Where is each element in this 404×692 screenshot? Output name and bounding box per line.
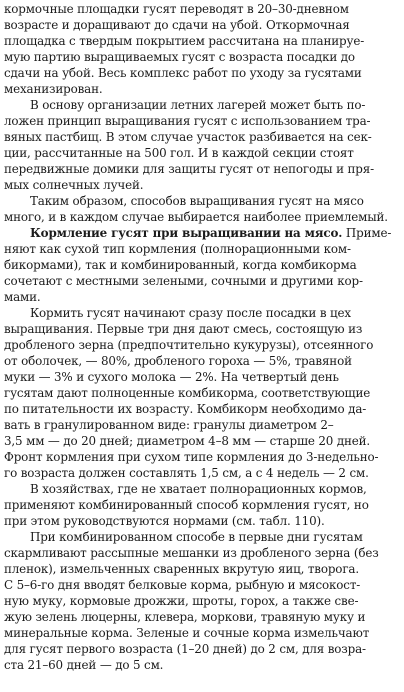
text-line: передвижные домики для защиты гусят от непогоды и пря- [4,162,374,176]
text-line: скармливают рассыпные мешанки из дробленого зерна (без [4,546,379,560]
text-line: го возраста должен составлять 1,5 см, а с 4 недель — 2 см. [4,466,369,480]
text-line: Кормить гусят начинают сразу после посадки в цех [30,306,351,320]
section-heading-line [30,226,400,241]
text-line: ную муку, кормовые дрожжи, шроты, горох, а также све- [4,594,359,608]
text-line: С 5–6-го дня вводят белковые корма, рыбную и мясокост- [4,578,361,592]
text-line: вать в гранулированном виде: гранулы диаметром 2– [4,418,334,432]
text-line: В хозяйствах, где не хватает полнорационных кормов, [30,482,367,496]
text-line: выращивания. Первые три дня дают смесь, состоящую из [4,322,363,336]
section-heading: Кормление гусят при выращивании на мясо. [30,226,343,240]
text-line: 3,5 мм — до 20 дней; диаметром 4–8 мм — старше 20 дней. [4,434,371,448]
text-line: сдачи на убой. Весь комплекс работ по уходу за гусятами [4,66,362,80]
text-line: Таким образом, способов выращивания гусят на мясо [30,194,364,208]
text-line: кормочные площадки гусят переводят в 20–30-дневном [4,2,349,16]
text-line: сочетают с местными зелеными, сочными и другими кор- [4,274,363,288]
text-line: Фронт кормления при сухом типе кормления до 3-недельно- [4,450,379,464]
text-line: В основу организации летних лагерей может быть по- [30,98,366,112]
text-line: по питательности их возрасту. Комбикорм необходимо да- [4,402,367,416]
text-line: ции, рассчитанные на 500 гол. И в каждой секции стоят [4,146,354,160]
text-line: площадка с твердым покрытием рассчитана на планируе- [4,34,365,48]
text-line: дробленого зерна (предпочтительно кукурузы), отсеянного [4,338,374,352]
text-line: минеральные корма. Зеленые и сочные корма измельчают [4,626,370,640]
text-line: при этом руководствуются нормами (см. табл. 110). [4,514,325,528]
text-line: много, и в каждом случае выбирается наиболее приемлемый. [4,210,388,224]
text-line: няют как сухой тип кормления (полнорационными ком- [4,242,351,256]
text-line: пленок), измельченных сваренных вкрутую яиц, творога. [4,562,359,576]
text-line: бикормами), так и комбинированный, когда комбикорма [4,258,357,272]
text-line: вяных пастбищ. В этом случае участок разбивается на сек- [4,130,372,144]
text-line: ста 21–60 дней — до 5 см. [4,658,164,672]
text-line: мами. [4,290,41,304]
text-line: для гусят первого возраста (1–20 дней) до 2 см, для возра- [4,642,366,656]
text-line: от оболочек, — 80%, дробленого гороха — 5%, травяной [4,354,352,368]
text-line: жую зелень люцерны, клевера, моркови, травяную муку и [4,610,366,624]
text-line: ложен принцип выращивания гусят с использованием тра- [4,114,371,128]
text-line: гусятам дают полноценные комбикорма, соответствующие [4,386,371,400]
text-line: применяют комбинированный способ кормления гусят, но [4,498,369,512]
text-line: При комбинированном способе в первые дни гусятам [30,530,363,544]
text-line: механизирован. [4,82,103,96]
text-run: Приме- [342,226,392,240]
text-line: мую партию выращиваемых гусят с возраста посадки до [4,50,355,64]
text-line: муки — 3% и сухого молока — 2%. На четвертый день [4,370,339,384]
text-line: возрасте и доращивают до сдачи на убой. Откормочная [4,18,350,32]
text-line: мых солнечных лучей. [4,178,144,192]
